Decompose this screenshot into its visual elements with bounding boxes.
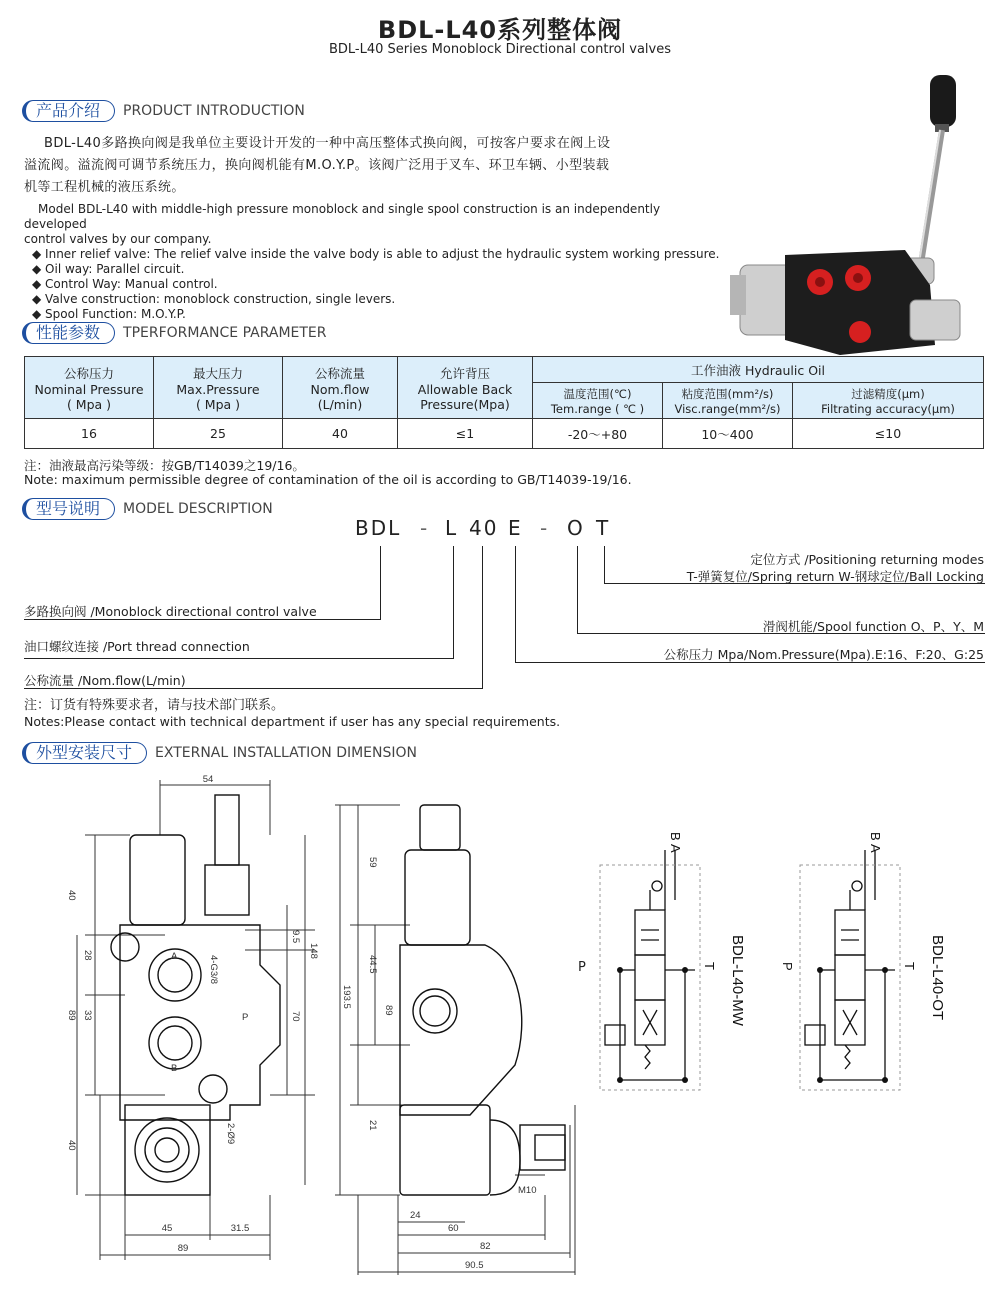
model-code-bdl: BDL [355,516,402,540]
value-nom-flow: 40 [283,419,398,449]
schem-ot-port-t: T [902,962,917,970]
value-visc-range: 10～400 [663,419,793,449]
intro-cn-line: 机等工程机械的液压系统。 [24,180,185,195]
model-port-thread: 油口螺纹连接 /Port thread connection [24,639,250,654]
model-code-dash: - [540,516,550,540]
schem-mw-label: BDL-L40-MW [729,935,746,1026]
intro-section-header [22,100,305,124]
header-visc-range: 粘度范围(mm²/s) Visc.range(mm²/s) [663,383,793,419]
dim-70: 70 [290,1011,301,1022]
intro-bullet: ◆ Valve construction: monoblock construction, single levers. [32,292,396,306]
intro-cn-line: BDL-L40多路换向阀是我单位主要设计开发的一种中高压整体式换向阀，可按客户要求在阀上设 [44,136,611,151]
model-valve-type: 多路换向阀 /Monoblock directional control valve [24,604,317,619]
dim-44-5: 44.5 [367,955,378,974]
value-filter-accuracy: ≤10 [793,419,984,449]
perf-note-cn: 注：油液最高污染等级：按GB/T14039之19/16。 [24,458,305,473]
header-nom-flow: 公称流量 Nom.flow (L/min) [283,357,398,419]
leader-line [577,546,578,634]
model-code-dash: - [420,516,430,540]
dim-60: 60 [448,1223,459,1234]
valve-product-photo [730,70,980,355]
schem-mw-port-t: T [702,962,717,970]
port-label-p: P [242,1012,249,1023]
dim-89: 89 [66,1010,77,1021]
schem-mw-port-b: B [668,832,683,841]
side-relief-body [400,1105,490,1195]
header-filter-accuracy: 过滤精度(μm) Filtrating accuracy(μm) [793,383,984,419]
perf-section-header [22,322,327,346]
side-view-drawing [330,775,590,1280]
dim-m10: M10 [518,1185,537,1196]
dim-193-5: 193.5 [341,985,352,1009]
dim-40a: 40 [66,890,77,901]
side-body-outline [400,945,522,1115]
dim-28: 28 [82,950,93,961]
perf-note-en: Note: maximum permissible degree of contamination of the oil is according to GB/T14039-19/16. [24,472,632,487]
port-label-b: B [171,1063,178,1074]
leader-line [482,546,483,689]
front-view-drawing [55,775,335,1280]
mounting-hole [111,933,139,961]
model-code-positioning: T [596,516,611,540]
spool-cap [405,850,470,945]
header-back-pressure: 允许背压 Allowable Back Pressure(Mpa) [398,357,533,419]
leader-line [453,546,454,659]
value-nominal-pressure: 16 [25,419,154,449]
model-note-en: Notes:Please contact with technical department if user has any special requirements. [24,714,561,729]
spool-stem [215,795,239,865]
model-spool-function: 滑阀机能/Spool function O、P、Y、M [762,619,984,634]
dim-2-phi9: 2-Ø9 [225,1123,236,1145]
valve-box-top [635,910,665,955]
model-code-spool: O [567,516,585,540]
leader-line [515,546,516,663]
page-title: BDL-L40系列整体阀 [377,16,623,44]
header-nominal-pressure: 公称压力 Nominal Pressure ( Mpa ) [25,357,154,419]
model-heading: MODEL DESCRIPTION [123,501,273,517]
relief-cap [130,835,185,925]
dimension-badge: 外型安装尺寸 [22,742,147,764]
model-note-cn: 注：订货有特殊要求者，请与技术部门联系。 [24,698,285,713]
lever-rod [920,130,942,270]
intro-cn-text [24,133,724,199]
valve-box-mid [835,955,865,1000]
dim-59: 59 [367,857,378,868]
leader-line [380,546,381,619]
model-code-flow: 40 [469,516,499,540]
page-subtitle: BDL-L40 Series Monoblock Directional control valves [328,42,672,57]
port-label-a: A [171,951,178,962]
intro-cn-line: 溢流阀。溢流阀可调节系统压力，换向阀机能有M.O.Y.P。该阀广泛用于叉车、环卫车辆、小型装载 [24,158,610,173]
perf-badge: 性能参数 [22,322,115,344]
header-temp-range: 温度范围(℃) Tem.range ( ℃ ) [533,383,663,419]
stem-top [420,805,460,850]
dim-9-5: 9.5 [290,930,301,944]
intro-bullet: ◆ Oil way: Parallel circuit. [32,262,185,276]
intro-bullet: ◆ Control Way: Manual control. [32,277,218,291]
lever-knob [930,75,956,127]
intro-heading: PRODUCT INTRODUCTION [123,103,305,119]
intro-badge: 产品介绍 [22,100,115,122]
port-b [149,1017,201,1069]
value-back-pressure: ≤1 [398,419,533,449]
schem-ot-port-b: B [868,832,883,841]
dim-82: 82 [480,1241,491,1252]
dim-21: 21 [367,1120,378,1131]
schem-mw-port-p: P [578,960,586,975]
intro-bullet: ◆ Spool Function: M.O.Y.P. [32,307,186,321]
model-code-port: L [445,516,459,540]
dim-4-g3-8: 4-G3/8 [208,955,219,985]
schematic-ot [780,830,975,1090]
relief-adjust [520,1125,565,1170]
leader-line [24,658,454,659]
schem-ot-label: BDL-L40-OT [929,935,946,1021]
dim-148: 148 [308,943,319,959]
model-section-header [22,498,273,522]
value-temp-range: -20～+80 [533,419,663,449]
dim-33: 33 [82,1010,93,1021]
dimension-heading: EXTERNAL INSTALLATION DIMENSION [155,745,418,761]
value-max-pressure: 25 [154,419,283,449]
valve-box-top [835,910,865,955]
schem-ot-port-p: P [780,962,795,971]
intro-en-line: control valves by our company. [24,232,212,246]
model-positioning-options: T-弹簧复位/Spring return W-钢球定位/Ball Locking [686,569,984,584]
schematic-mw [595,830,775,1090]
header-hydraulic-oil: 工作油液 Hydraulic Oil [533,357,984,383]
model-badge: 型号说明 [22,498,115,520]
mounting-hole [199,1075,227,1103]
port-plug-red [849,321,871,343]
intro-en-line: Model BDL-L40 with middle-high pressure monoblock and single spool construction is an independently developed [24,202,661,231]
dim-54: 54 [202,774,214,785]
dim-90-5: 90.5 [465,1260,484,1271]
dim-45: 45 [161,1223,173,1234]
schem-mw-port-a: A [668,844,683,853]
intro-bullet: ◆ Inner relief valve: The relief valve inside the valve body is able to adjust the hydraulic system working pressure. [32,247,720,261]
dim-40b: 40 [66,1140,77,1151]
dim-31-5: 31.5 [230,1223,250,1234]
dim-89-bottom: 89 [177,1243,189,1254]
valve-box-mid [635,955,665,1000]
model-nom-flow: 公称流量 /Nom.flow(L/min) [24,673,186,688]
intro-en-text [24,202,724,322]
header-max-pressure: 最大压力 Max.Pressure ( Mpa ) [154,357,283,419]
dimension-section-header [22,742,417,766]
performance-table [24,356,984,449]
spool-nut [205,865,249,915]
model-nominal-pressure: 公称压力 Mpa/Nom.Pressure(Mpa).E:16、F:20、G:25 [663,647,984,662]
dim-89-side: 89 [383,1005,394,1016]
perf-heading: TPERFORMANCE PARAMETER [123,325,327,341]
schem-ot-port-a: A [868,844,883,853]
valve-body-outline [120,925,280,1120]
leader-line [604,546,605,584]
model-positioning-label: 定位方式 /Positioning returning modes [750,552,984,567]
dim-24: 24 [410,1210,421,1221]
model-code-pressure: E [508,516,523,540]
